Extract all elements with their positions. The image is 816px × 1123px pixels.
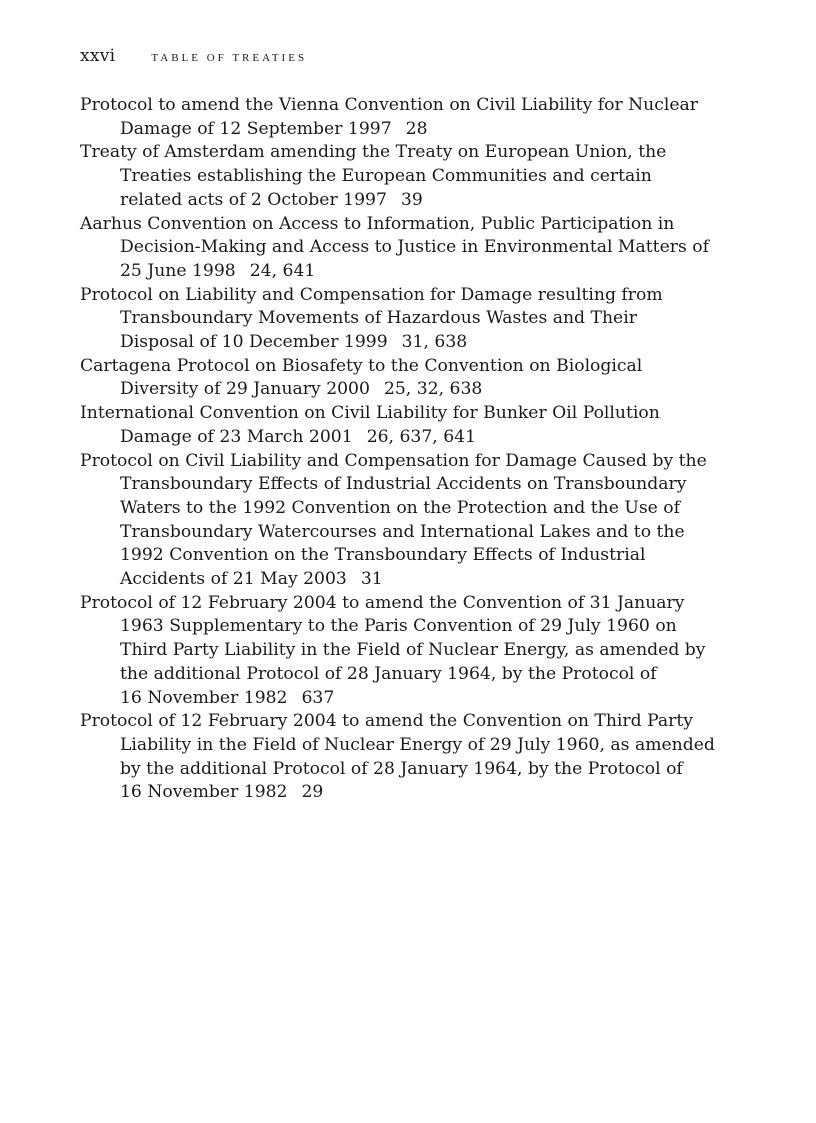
page-references: 31, 638 [401,332,468,353]
treaty-entry [80,141,750,212]
treaty-title: Protocol on Civil Liability and Compensation for Damage Caused by the Transboundary Effects of Industrial Accidents on Transboundary Waters to the 1992 Convention on the Protection and the Use of Transboundary Watercourses and International Lakes and to the 1992 Convention on the Transboundary Effects of Industrial Accidents of 21 May 2003 [80,450,707,590]
page-references: 26, 637, 641 [366,426,477,447]
page-references: 28 [405,118,428,139]
treaty-title: Cartagena Protocol on Biosafety to the Convention on Biological Diversity of 29 January 2000 [80,355,643,400]
treaty-entry [80,450,750,592]
page-references: 25, 32, 638 [383,379,483,400]
page-references: 24, 641 [249,260,316,281]
treaty-title: International Convention on Civil Liability for Bunker Oil Pollution Damage of 23 March 2001 [80,403,660,447]
page-number: xxvi [80,46,116,66]
treaty-entry [80,402,750,449]
treaty-title: Protocol to amend the Vienna Convention on Civil Liability for Nuclear Damage of 12 September 1997 [80,95,699,139]
treaty-entry [80,592,750,711]
page-references: 29 [301,782,324,803]
treaty-title: Protocol of 12 February 2004 to amend the Convention of 31 January 1963 Supplementary to the Paris Convention of 29 July 1960 on Third Party Liability in the Field of Nuclear Energy, as amended by the additional Protocol of 28 January 1964, by the Protocol of 16 November 1982 [80,592,706,708]
document-page [80,46,750,805]
treaty-title: Protocol on Liability and Compensation for Damage resulting from Transboundary Movements of Hazardous Wastes and Their Disposal of 10 December 1999 [80,284,663,353]
page-references: 39 [400,189,423,210]
treaty-entry [80,94,750,141]
treaty-list [80,94,750,805]
running-head [80,46,750,68]
treaty-title: Aarhus Convention on Access to Information, Public Participation in Decision-Making and Access to Justice in Environmental Matters of 25 June 1998 [80,213,709,281]
page-references: 637 [301,687,335,708]
treaty-title: Treaty of Amsterdam amending the Treaty on European Union, the Treaties establishing the European Communities and certain related acts of 2 October 1997 [80,142,667,210]
treaty-entry [80,355,750,402]
page-references: 31 [360,569,383,590]
treaty-entry [80,213,750,284]
treaty-entry [80,284,750,355]
treaty-entry [80,710,750,805]
section-title: TABLE OF TREATIES [151,52,308,64]
treaty-title: Protocol of 12 February 2004 to amend the Convention on Third Party Liability in the Field of Nuclear Energy of 29 July 1960, as amended by the additional Protocol of 28 January 1964, by the Protocol of 16 November 1982 [80,711,715,803]
